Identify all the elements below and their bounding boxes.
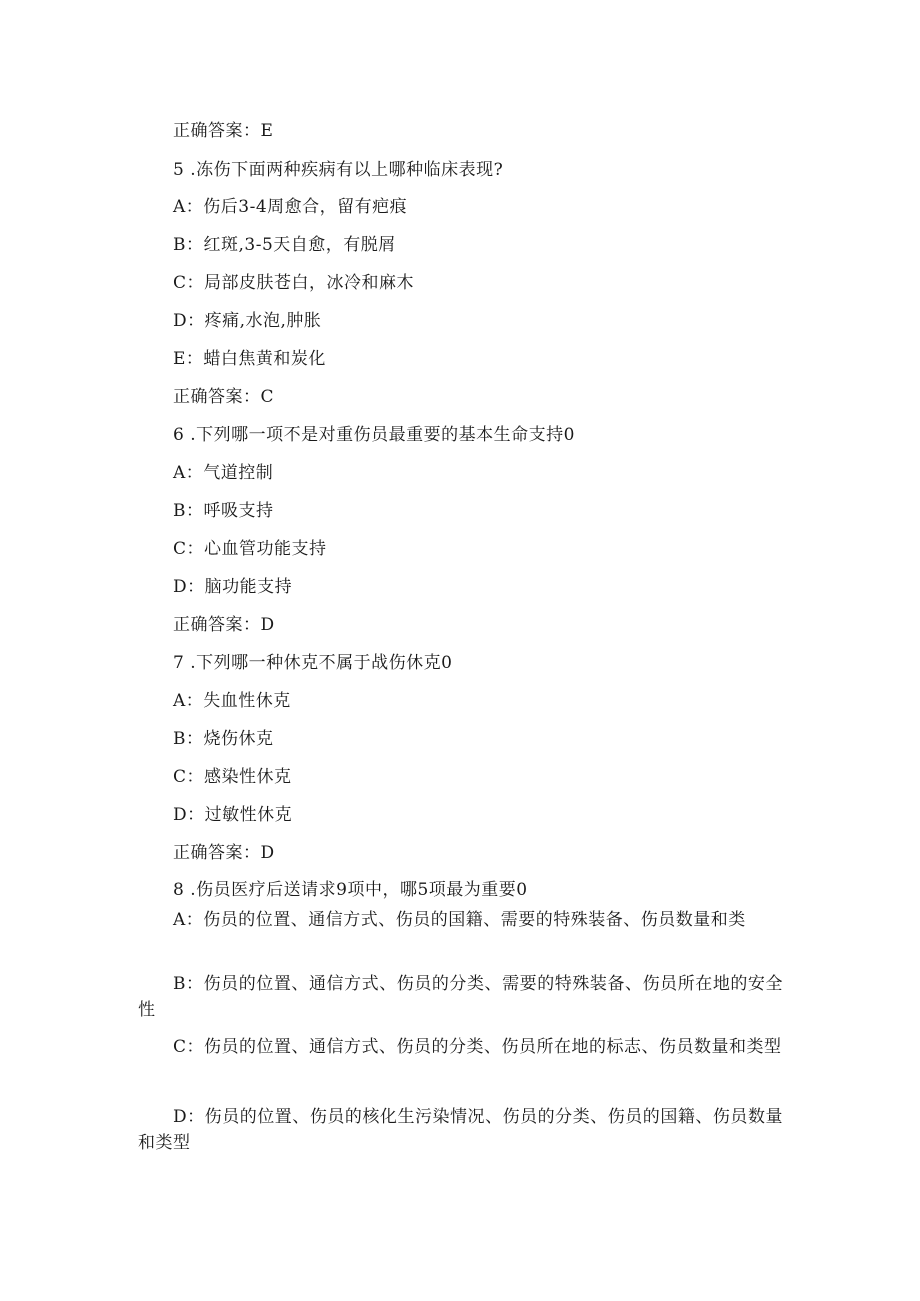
q7-option-d: D：过敏性休克 <box>173 805 293 825</box>
q5-answer: 正确答案：C <box>173 387 275 407</box>
q7-answer: 正确答案：D <box>173 843 275 863</box>
q5-option-b: B：红斑,3-5天自愈，有脱屑 <box>173 235 396 255</box>
q5-question: 5 .冻伤下面两种疾病有以上哪种临床表现? <box>173 160 504 180</box>
q5-option-a: A：伤后3-4周愈合，留有疤痕 <box>173 197 408 217</box>
q5-option-e: E：蜡白焦黄和炭化 <box>173 349 326 369</box>
q7-option-a: A：失血性休克 <box>173 691 291 711</box>
q5-option-c: C：局部皮肤苍白，冰冷和麻木 <box>173 273 415 293</box>
q7-option-b: B：烧伤休克 <box>173 729 274 749</box>
q7-option-c: C：感染性休克 <box>173 767 292 787</box>
q7-question: 7 .下列哪一种休克不属于战伤休克0 <box>173 653 453 673</box>
q8-option-b: B：伤员的位置、通信方式、伤员的分类、需要的特殊装备、伤员所在地的安全性 <box>138 974 783 1020</box>
q5-option-d: D：疼痛,水泡,肿胀 <box>173 311 322 331</box>
q8-option-a: A：伤员的位置、通信方式、伤员的国籍、需要的特殊装备、伤员数量和类 <box>173 910 746 930</box>
q6-option-a: A：气道控制 <box>173 463 274 483</box>
q6-option-c: C：心血管功能支持 <box>173 539 327 559</box>
q6-option-b: B：呼吸支持 <box>173 501 274 521</box>
q8-option-c: C：伤员的位置、通信方式、伤员的分类、伤员所在地的标志、伤员数量和类型 <box>173 1037 782 1057</box>
q6-question: 6 .下列哪一项不是对重伤员最重要的基本生命支持0 <box>173 425 575 445</box>
q8-option-d: D：伤员的位置、伤员的核化生污染情况、伤员的分类、伤员的国籍、伤员数量和类型 <box>138 1107 783 1153</box>
q6-answer: 正确答案：D <box>173 615 275 635</box>
q4-answer: 正确答案：E <box>173 121 274 141</box>
q8-question: 8 .伤员医疗后送请求9项中，哪5项最为重要0 <box>173 880 528 900</box>
q6-option-d: D：脑功能支持 <box>173 577 293 597</box>
